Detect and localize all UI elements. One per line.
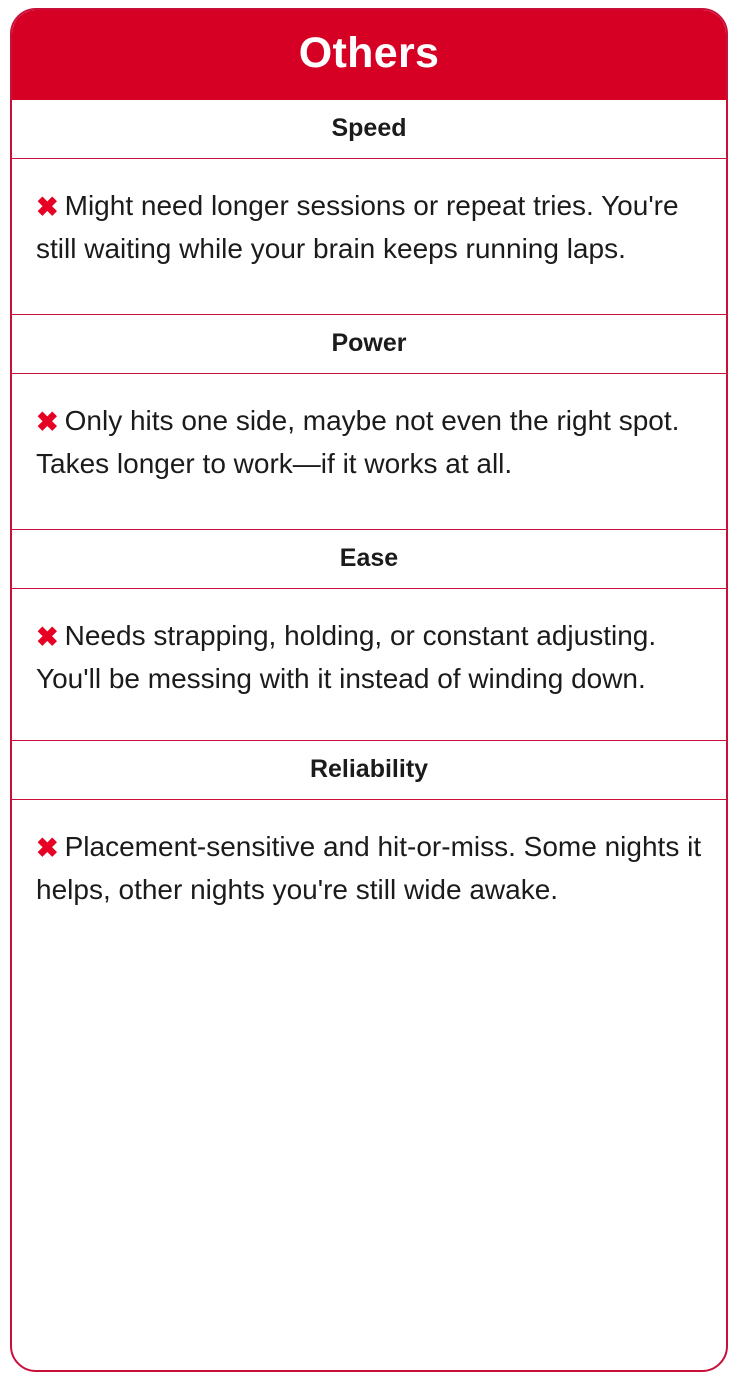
section-title-power: Power	[12, 315, 726, 374]
comparison-card	[10, 8, 728, 1372]
card-title: Others	[12, 10, 726, 100]
section-power	[12, 315, 726, 530]
section-title-reliability: Reliability	[12, 741, 726, 800]
section-ease	[12, 530, 726, 741]
section-body-speed	[12, 159, 726, 315]
x-mark-icon: ✖	[36, 622, 59, 653]
x-mark-icon: ✖	[36, 192, 59, 222]
section-title-ease: Ease	[12, 530, 726, 589]
section-text-speed: Might need longer sessions or repeat tries. You're still waiting while your brain keeps running laps.	[36, 190, 679, 264]
x-mark-icon: ✖	[36, 833, 59, 864]
section-reliability	[12, 741, 726, 955]
section-body-reliability	[12, 800, 726, 955]
section-body-power	[12, 374, 726, 530]
section-body-ease	[12, 589, 726, 741]
section-text-speed-row	[36, 185, 702, 270]
section-title-speed: Speed	[12, 100, 726, 159]
section-text-power: Only hits one side, maybe not even the right spot. Takes longer to work—if it works at all.	[36, 405, 680, 479]
section-text-ease-row	[36, 615, 702, 700]
section-text-reliability: Placement-sensitive and hit-or-miss. Some nights it helps, other nights you're still wide awake.	[36, 831, 702, 905]
section-text-reliability-row	[36, 826, 702, 911]
section-speed	[12, 100, 726, 315]
section-text-power-row	[36, 400, 702, 485]
x-mark-icon: ✖	[36, 407, 59, 438]
section-text-ease: Needs strapping, holding, or constant adjusting. You'll be messing with it instead of winding down.	[36, 620, 657, 694]
